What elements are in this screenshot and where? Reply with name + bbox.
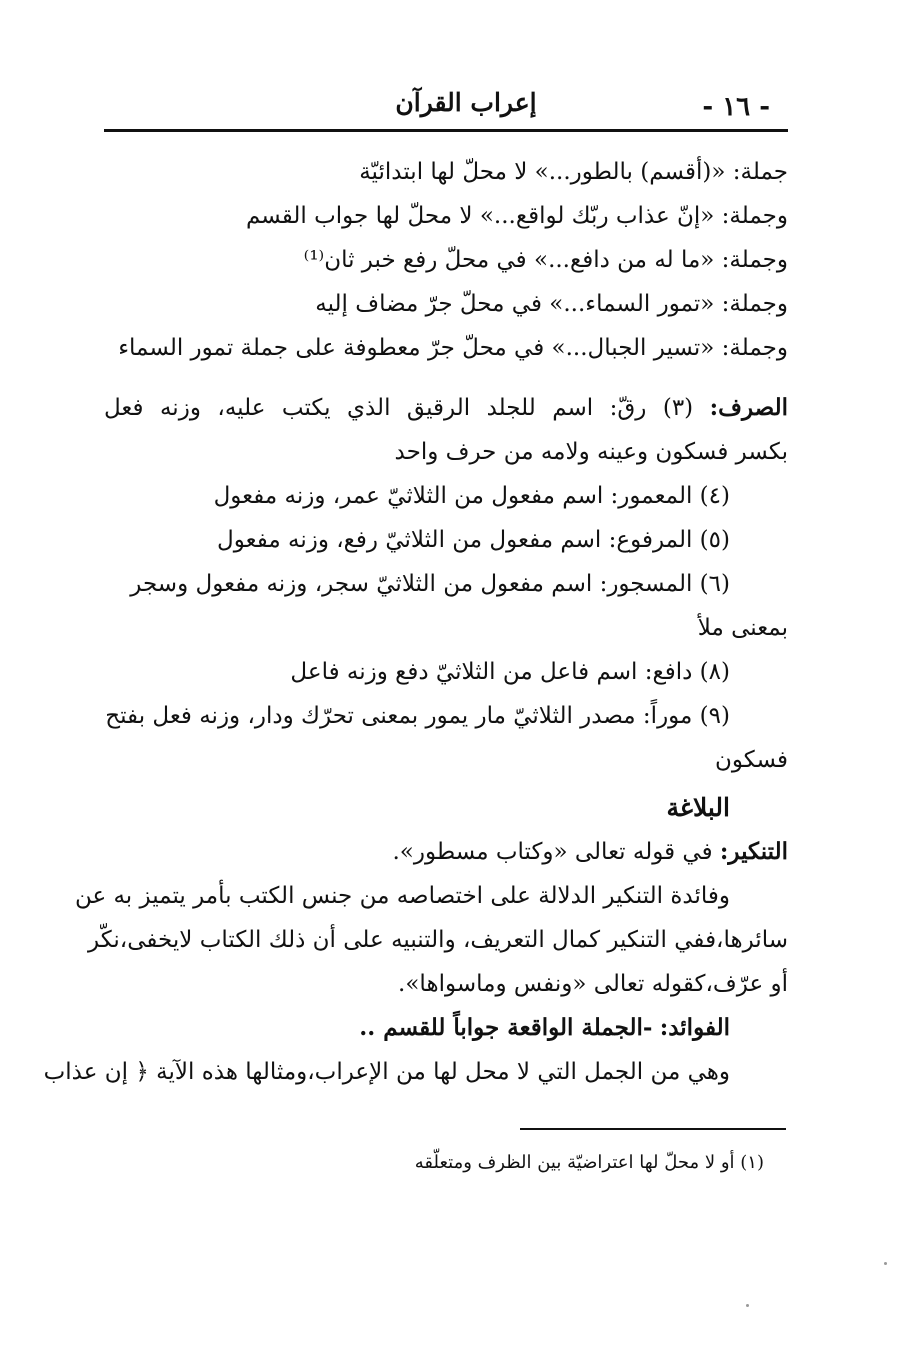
fawaid-text: وهي من الجمل التي لا محل لها من الإعراب،ومثالها هذه الآية ﴿ إن عذاب [43, 1059, 730, 1085]
footnote-rule [520, 1128, 786, 1130]
sentence-line: وجملة: «إنّ عذاب ربّك لواقع...» لا محلّ لها جواب القسم [245, 203, 788, 229]
sarf-continuation: بكسر فسكون وعينه ولامه من حرف واحد [394, 439, 788, 465]
sarf-item-9: (٩) موراً: مصدر الثلاثيّ مار يمور بمعنى تحرّك ودار، وزنه فعل بفتح [105, 703, 730, 729]
fawaid-term: الفوائد: [659, 1014, 730, 1041]
sentence-line: وجملة: «تمور السماء...» في محلّ جرّ مضاف إليه [315, 291, 788, 317]
sarf-item-6: (٦) المسجور: اسم مفعول من الثلاثيّ سجر، وزنه مفعول وسجر [130, 571, 730, 597]
sarf-line [104, 386, 788, 430]
sarf-item: (٥) المرفوع: اسم مفعول من الثلاثيّ رفع، وزنه مفعول [217, 527, 730, 553]
sarf-text: (٣) رقّ: اسم للجلد الرقيق الذي يكتب عليه، وزنه فعل [104, 395, 694, 421]
sarf-item: (٤) المعمور: اسم مفعول من الثلاثيّ عمر، وزنه مفعول [213, 483, 730, 509]
sarf-item-8: (٨) دافع: اسم فاعل من الثلاثيّ دفع وزنه فاعل [290, 659, 730, 685]
balagha-paragraph-line: وفائدة التنكير الدلالة على اختصاصه من جنس الكتب بأمر يتميز به عن [74, 883, 730, 909]
running-title: إعراب القرآن [395, 88, 537, 117]
tankir-term: التنكير: [719, 838, 788, 865]
sentence-line: جملة: «(أقسم) بالطور...» لا محلّ لها ابتدائيّة [359, 159, 788, 185]
scan-speck [746, 1304, 749, 1307]
tankir-line [104, 830, 788, 874]
page-number: - ١٦ - [702, 92, 770, 122]
scan-speck [884, 1262, 887, 1265]
page-body [43, 150, 788, 1094]
header-rule [104, 129, 788, 132]
sarf-term: الصرف: [709, 394, 788, 421]
sarf-item-6-continuation: بمعنى ملأ [697, 615, 788, 641]
fawaid-title: -الجملة الواقعة جواباً للقسم .. [359, 1014, 653, 1041]
page-header [104, 86, 788, 128]
sentence-line: وجملة: «تسير الجبال...» في محلّ جرّ معطوفة على جملة تمور السماء [118, 335, 788, 361]
footnote: (١) أو لا محلّ لها اعتراضيّة بين الظرف ومتعلّقه [414, 1152, 764, 1173]
balagha-paragraph-line: أو عرّف،كقوله تعالى «ونفس وماسواها». [398, 971, 788, 997]
sarf-item-9-continuation: فسكون [715, 747, 788, 773]
tankir-text: في قوله تعالى «وكتاب مسطور». [392, 839, 713, 865]
balagha-paragraph-line: سائرها،ففي التنكير كمال التعريف، والتنبيه على أن ذلك الكتاب لايخفى،نكّر [88, 927, 788, 953]
fawaid-line [104, 1006, 788, 1050]
sentence-line: وجملة: «ما له من دافع...» في محلّ رفع خبر ثان⁽¹⁾ [303, 247, 788, 273]
balagha-heading: البلاغة [666, 793, 730, 822]
